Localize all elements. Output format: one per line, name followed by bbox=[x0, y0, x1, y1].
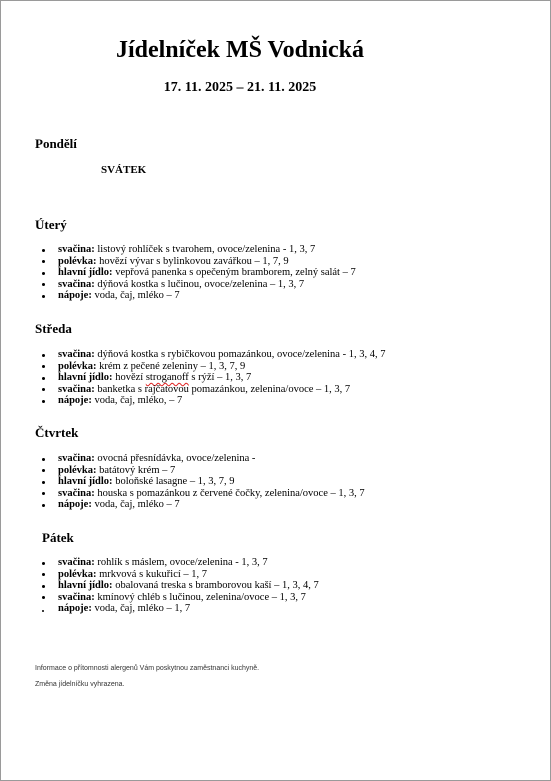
meal-label: nápoje: bbox=[58, 603, 92, 615]
meal-list-thursday bbox=[58, 453, 365, 511]
day-heading-tuesday: Úterý bbox=[35, 217, 67, 232]
list-item bbox=[58, 395, 385, 407]
meal-list-wednesday bbox=[58, 349, 385, 407]
list-item bbox=[58, 256, 356, 268]
meal-text: listový rohlíček s tvarohem, ovoce/zelenina - 1, 3, 7 bbox=[94, 244, 316, 255]
meal-label: svačina: bbox=[58, 278, 95, 290]
list-item bbox=[58, 267, 356, 279]
list-item bbox=[58, 557, 319, 569]
list-item bbox=[58, 349, 385, 361]
list-item bbox=[58, 569, 319, 581]
meal-label: hlavní jídlo: bbox=[58, 372, 113, 384]
meal-text: batátový krém – 7 bbox=[96, 464, 176, 476]
meal-label: hlavní jídlo: bbox=[58, 267, 113, 279]
menu-change-note: Změna jídelníčku vyhrazena. bbox=[35, 681, 125, 688]
list-item bbox=[58, 244, 356, 256]
meal-label: polévka: bbox=[58, 360, 97, 372]
day-heading-wednesday: Středa bbox=[35, 321, 72, 336]
meal-text: voda, čaj, mléko – 7 bbox=[91, 290, 180, 302]
list-item bbox=[58, 453, 365, 465]
meal-label: nápoje: bbox=[58, 395, 92, 407]
meal-text: voda, čaj, mléko, – 7 bbox=[91, 395, 183, 407]
meal-label: svačina: bbox=[58, 383, 95, 395]
meal-label: svačina: bbox=[58, 244, 95, 255]
meal-label: nápoje: bbox=[58, 290, 92, 302]
list-item bbox=[58, 499, 365, 511]
meal-label: hlavní jídlo: bbox=[58, 580, 113, 592]
meal-label: polévka: bbox=[58, 255, 97, 267]
list-item bbox=[58, 592, 319, 604]
list-item bbox=[58, 372, 385, 384]
list-item bbox=[58, 603, 319, 615]
meal-text: dýňová kostka s lučinou, ovoce/zelenina – 1, 3, 7 bbox=[94, 278, 305, 290]
list-item bbox=[58, 488, 365, 500]
meal-text: hovězí vývar s bylinkovou zavářkou – 1, 7, 9 bbox=[96, 255, 289, 267]
holiday-note: SVÁTEK bbox=[101, 164, 147, 176]
list-item bbox=[58, 279, 356, 291]
meal-label: hlavní jídlo: bbox=[58, 476, 113, 488]
list-item bbox=[58, 384, 385, 396]
meal-text: rohlík s máslem, ovoce/zelenina - 1, 3, 7 bbox=[94, 557, 268, 568]
meal-label: svačina: bbox=[58, 349, 95, 360]
meal-text: obalovaná treska s bramborovou kaší – 1, 3, 4, 7 bbox=[112, 580, 319, 592]
meal-text: houska s pomazánkou z červené čočky, zelenina/ovoce – 1, 3, 7 bbox=[94, 487, 365, 499]
meal-text: krém z pečené zeleniny – 1, 3, 7, 9 bbox=[96, 360, 246, 372]
meal-text: kmínový chléb s lučinou, zelenina/ovoce – 1, 3, 7 bbox=[94, 591, 306, 603]
list-item bbox=[58, 580, 319, 592]
meal-label: polévka: bbox=[58, 464, 97, 476]
meal-text: s rýží – 1, 3, 7 bbox=[188, 372, 252, 384]
meal-label: nápoje: bbox=[58, 499, 92, 511]
meal-text: ovocná přesnídávka, ovoce/zelenina - bbox=[94, 453, 256, 464]
meal-list-tuesday bbox=[58, 244, 356, 302]
meal-label: svačina: bbox=[58, 557, 95, 568]
meal-label: polévka: bbox=[58, 568, 97, 580]
meal-label: svačina: bbox=[58, 487, 95, 499]
meal-list-friday bbox=[58, 557, 319, 615]
list-item bbox=[58, 476, 365, 488]
list-item bbox=[58, 465, 365, 477]
list-item bbox=[58, 361, 385, 373]
date-range: 17. 11. 2025 – 21. 11. 2025 bbox=[163, 80, 317, 95]
page-title: Jídelníček MŠ Vodnická bbox=[115, 37, 365, 63]
allergen-info-note: Informace o přítomnosti alergenů Vám poskytnou zaměstnanci kuchyně. bbox=[35, 665, 260, 672]
meal-text: voda, čaj, mléko – 7 bbox=[91, 499, 180, 511]
meal-text: voda, čaj, mléko – 1, 7 bbox=[91, 603, 191, 615]
meal-label: svačina: bbox=[58, 591, 95, 603]
meal-text: hovězí bbox=[112, 372, 146, 384]
meal-text: boloňské lasagne – 1, 3, 7, 9 bbox=[112, 476, 235, 488]
spellcheck-marked-word: stroganoff bbox=[145, 372, 189, 384]
list-item bbox=[58, 290, 356, 302]
meal-text: dýňová kostka s rybičkovou pomazánkou, ovoce/zelenina - 1, 3, 4, 7 bbox=[94, 349, 386, 360]
meal-text: mrkvová s kukuřicí – 1, 7 bbox=[96, 568, 208, 580]
day-heading-friday: Pátek bbox=[42, 530, 74, 545]
meal-text: vepřová panenka s opečeným bramborem, zelný salát – 7 bbox=[112, 267, 356, 279]
meal-label: svačina: bbox=[58, 453, 95, 464]
meal-text: banketka s rajčatovou pomazánkou, zelenina/ovoce – 1, 3, 7 bbox=[94, 383, 351, 395]
day-heading-thursday: Čtvrtek bbox=[35, 425, 79, 440]
day-heading-monday: Pondělí bbox=[35, 136, 77, 151]
